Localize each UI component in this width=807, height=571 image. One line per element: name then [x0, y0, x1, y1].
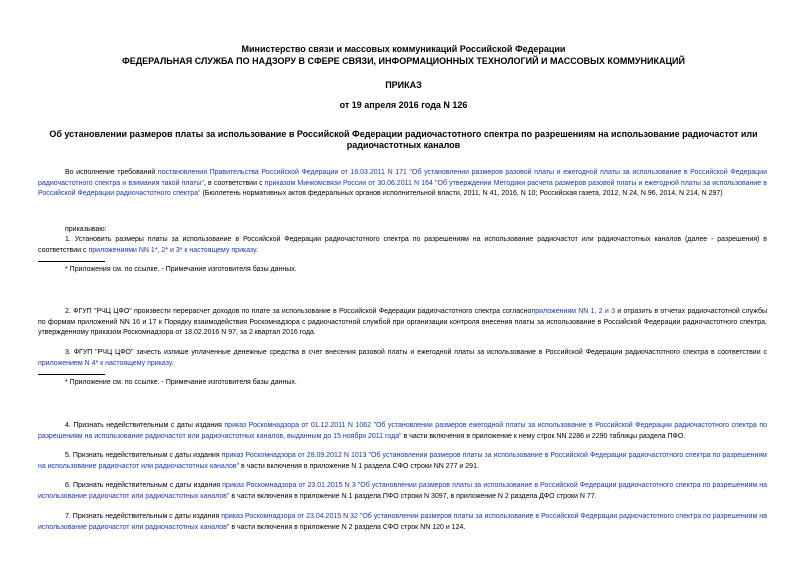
item-text: 3. ФГУП "РЧЦ ЦФО" зачесть излише уплаченные денежные средства в счет внесения разовой платы и ежегодной платы за использование в Российской Федерации радиочастотного спектра в соответствии с: [65, 349, 767, 356]
footnote-2: * Приложение см. по ссылке. - Примечание изготовителя базы данных.: [65, 379, 297, 386]
item-text: 5. Признать недействительным с даты издания: [65, 452, 222, 459]
government-decree-link[interactable]: постановления Правительства Российской Федерации от 16.03.2011 N 171 "Об установлении размеров разовой платы и ежегодной платы за использование в Российской Федерации радиочастотного спектра и взимания такой платы": [38, 169, 767, 187]
item-text: 4. Признать недействительным с даты издания: [65, 422, 225, 429]
item-5: [38, 451, 767, 472]
order-3-link[interactable]: приказ Роскомнадзора от 23.01.2015 N 3 "Об установлении размеров платы за использование в Российской Федерации радиочастотного спектра по разрешениям на использование радиочастот или радиочастотных каналов": [38, 482, 768, 500]
order-1062-link[interactable]: приказ Роскомнадзора от 01.12.2011 N 1062 "Об установлении размеров ежегодной платы за использование в Российской Федерации радиочастотного спектра по разрешениям на использование радиочастот или радиочастотных каналов, выданным до 15 ноября 2011 года": [38, 422, 767, 440]
order-1013-link[interactable]: приказ Роскомнадзора от 28.09.2012 N 1013 "Об установлении размеров платы за использование в Российской Федерации радиочастотного спектра по разрешениям на использование радиочастот или радиочастотных каналов": [38, 452, 767, 470]
item-text: 6. Признать недействительным с даты издания: [65, 482, 223, 489]
order-32-link[interactable]: приказ Роскомнадзора от 23.04.2015 N 32 "Об установлении размеров платы за использование в Российской Федерации радиочастотного спектра по разрешениям на использование радиочастот или радиочастотных каналов": [38, 513, 767, 531]
intro-text: Во исполнение требований: [65, 169, 158, 176]
item-7: [38, 512, 767, 533]
ministry-order-link[interactable]: приказом Минкомсвязи России от 30.06.2011 N 164 "Об утверждении Методики расчета размеров разовой платы и ежегодной платы за использование в Российской Федерации радиочастотного спектра": [38, 179, 767, 198]
item-4: [38, 421, 767, 442]
item-1: [38, 235, 767, 256]
item-text: .: [255, 246, 258, 254]
item-2: [38, 307, 767, 339]
appendices-link[interactable]: приложениям NN 1, 2 и 3: [531, 308, 616, 315]
footnote-1: * Приложения см. по ссылке. - Примечание изготовителя базы данных.: [65, 266, 297, 273]
intro-text: , в соответствии с: [203, 179, 265, 187]
item-text: в части включения в приложение к нему строк NN 2286 и 2290 таблицы раздела ПФО.: [401, 432, 686, 440]
orders-line: приказываю:: [65, 226, 107, 233]
item-text: в части включения в приложение N 1 раздела ПФО строки N 3097, в приложение N 2 раздела ДФО строки N 77.: [229, 492, 597, 500]
item-text: 1. Установить размеры платы за использование в Российской Федерации радиочастотного спектра по разрешениям на использование радиочастот или радиочастотных каналов (далее - разрешения) в соответствии с: [38, 236, 767, 254]
item-text: .: [171, 359, 174, 367]
appendix-4-link[interactable]: приложением N 4* к настоящему приказу: [38, 359, 172, 367]
item-text: 2. ФГУП "РЧЦ ЦФО" произвести перерасчет доходов по плате за использование в Российской Федерации радиочастотного спектра согласно: [65, 308, 532, 315]
document-date: от 19 апреля 2016 года N 126: [339, 100, 468, 110]
intro-paragraph: [38, 168, 767, 200]
item-text: в части включения в приложение N 2 раздела СФО строк NN 120 и 124.: [229, 523, 466, 531]
document-type: ПРИКАЗ: [385, 80, 422, 90]
document-title: Об установлении размеров платы за использование в Российской Федерации радиочастотного спектра по разрешениям на использование радиочастот или радиочастотных каналов: [49, 129, 758, 150]
appendices-1-3-link[interactable]: приложениями NN 1*, 2* и 3* к настоящему приказу: [88, 246, 256, 254]
intro-text: (Бюллетень нормативных актов федеральных органов исполнительной власти, 2011, N 41, 2016, N 10; Российская газета, 2012, N 24, N 96, 2014, N 214, N 297): [200, 190, 723, 198]
item-6: [38, 481, 767, 502]
item-3: [38, 348, 767, 369]
item-text: 7. Признать недействительным с даты издания: [65, 513, 222, 520]
item-text: .: [476, 462, 479, 470]
row-numbers: NN 277 и 291: [433, 462, 477, 470]
item-text: в части включения в приложение N 1 раздела СФО строки: [239, 462, 434, 470]
footnote-divider: [38, 374, 105, 375]
item-text: и отразить в отчетах радиочастотной службы по формам приложений NN 16 и 17 к Порядку взаимодействия Роскомнадзора с радиочастотной службой при организации контроля внесения платы за использование в Российской Федерации радиочастотного спектра, утвержденному приказом Роскомнадзора от 18.02.2016 N 97, за 2 квартал 2016 года.: [38, 308, 767, 337]
service-name: ФЕДЕРАЛЬНАЯ СЛУЖБА ПО НАДЗОРУ В СФЕРЕ СВЯЗИ, ИНФОРМАЦИОННЫХ ТЕХНОЛОГИЙ И МАССОВЫХ КОММУНИКАЦИЙ: [122, 56, 685, 66]
ministry-name: Министерство связи и массовых коммуникаций Российской Федерации: [241, 44, 566, 54]
footnote-divider: [38, 261, 105, 262]
